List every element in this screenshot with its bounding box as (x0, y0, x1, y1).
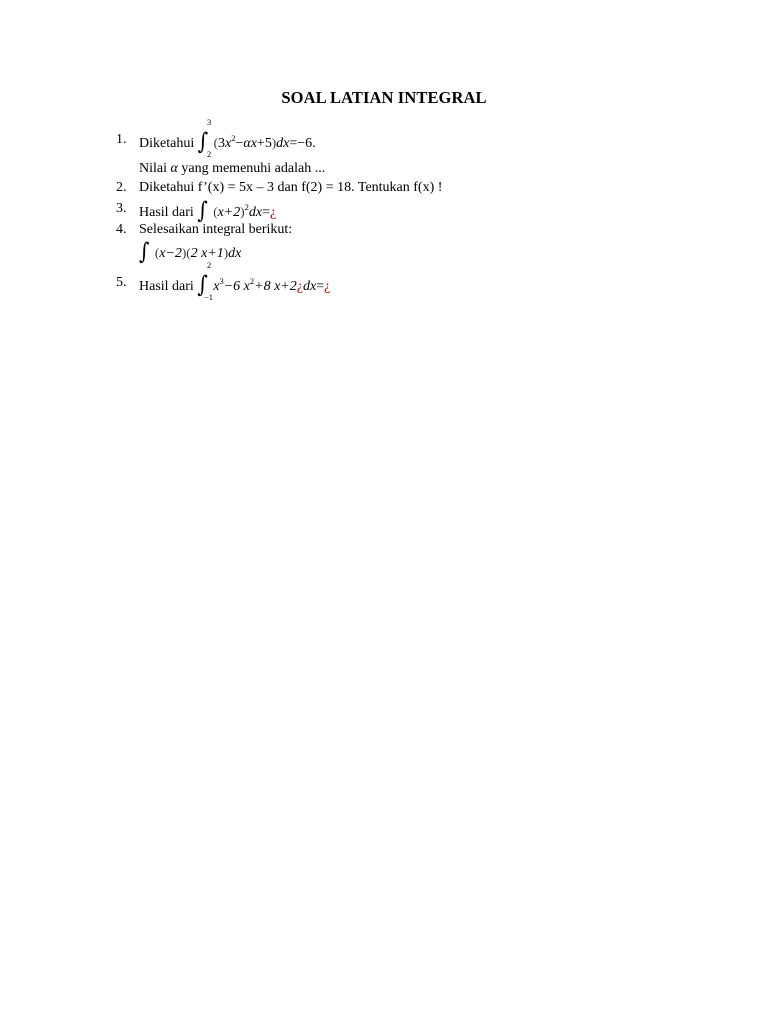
document-title: SOAL LATIAN INTEGRAL (281, 88, 487, 107)
coefficient: 3 (217, 136, 225, 151)
term: αx (243, 136, 257, 151)
alpha-symbol: α (170, 161, 178, 176)
term: x (213, 279, 220, 294)
differential: dx (302, 279, 317, 294)
open-paren: ( (186, 245, 191, 260)
question-lead: Hasil dari (139, 205, 194, 220)
differential: dx (228, 246, 242, 261)
question-4-formula (139, 237, 242, 265)
question-number: 1. (116, 132, 127, 147)
exponent: 3 (219, 276, 224, 286)
open-paren: ( (213, 204, 218, 219)
expression: x−2 (159, 246, 182, 261)
question-number: 3. (116, 201, 127, 216)
integral-sign-icon: ∫ (139, 237, 150, 265)
equals-sign: = (262, 205, 270, 220)
expression: x+2 (217, 205, 241, 220)
unknown-mark: ¿ (269, 205, 277, 220)
expression: 2 x+1 (190, 246, 224, 261)
question-1-line-2 (139, 161, 325, 177)
question-3-formula (139, 196, 277, 224)
text: Nilai (139, 161, 167, 176)
question-number: 4. (116, 222, 127, 237)
integral-sign-icon: ∫ (197, 196, 208, 224)
close-paren: ) (223, 245, 229, 260)
integral-sign-icon: ∫ (197, 270, 208, 298)
differential: dx (248, 205, 263, 220)
term: +5 (256, 136, 272, 151)
open-paren: ( (213, 135, 218, 150)
question-lead: Hasil dari (139, 279, 194, 294)
question-number: 5. (116, 275, 127, 290)
text: yang memenuhi adalah ... (181, 161, 326, 176)
term: −6 x (223, 279, 250, 294)
question-1-formula (139, 127, 316, 155)
question-number: 2. (116, 180, 127, 195)
integral-sign-icon: ∫ (197, 127, 209, 155)
exponent: 2 (244, 202, 249, 212)
question-5-formula (139, 270, 331, 298)
term: +8 x+2 (254, 279, 297, 294)
open-paren: ( (154, 245, 160, 260)
exponent: 2 (231, 133, 236, 143)
operator: − (235, 136, 244, 151)
equation-rhs: =−6. (289, 136, 316, 151)
unknown-mark: ¿ (296, 279, 303, 294)
close-paren: ) (240, 204, 245, 219)
lower-limit: 2 (207, 149, 212, 159)
variable: x (224, 136, 232, 151)
close-paren: ) (271, 135, 277, 150)
equals-sign: = (316, 279, 325, 294)
upper-limit: 2 (207, 260, 212, 270)
exponent: 2 (249, 276, 255, 286)
question-lead: Diketahui (139, 136, 195, 151)
lower-limit: −1 (204, 292, 214, 302)
unknown-mark: ¿ (324, 279, 331, 294)
question-text: Diketahui f’(x) = 5x – 3 dan f(2) = 18. Tentukan f(x) ! (139, 180, 443, 195)
close-paren: ) (181, 245, 187, 260)
question-text: Selesaikan integral berikut: (139, 222, 293, 237)
differential: dx (276, 136, 290, 151)
upper-limit: 3 (207, 117, 212, 127)
